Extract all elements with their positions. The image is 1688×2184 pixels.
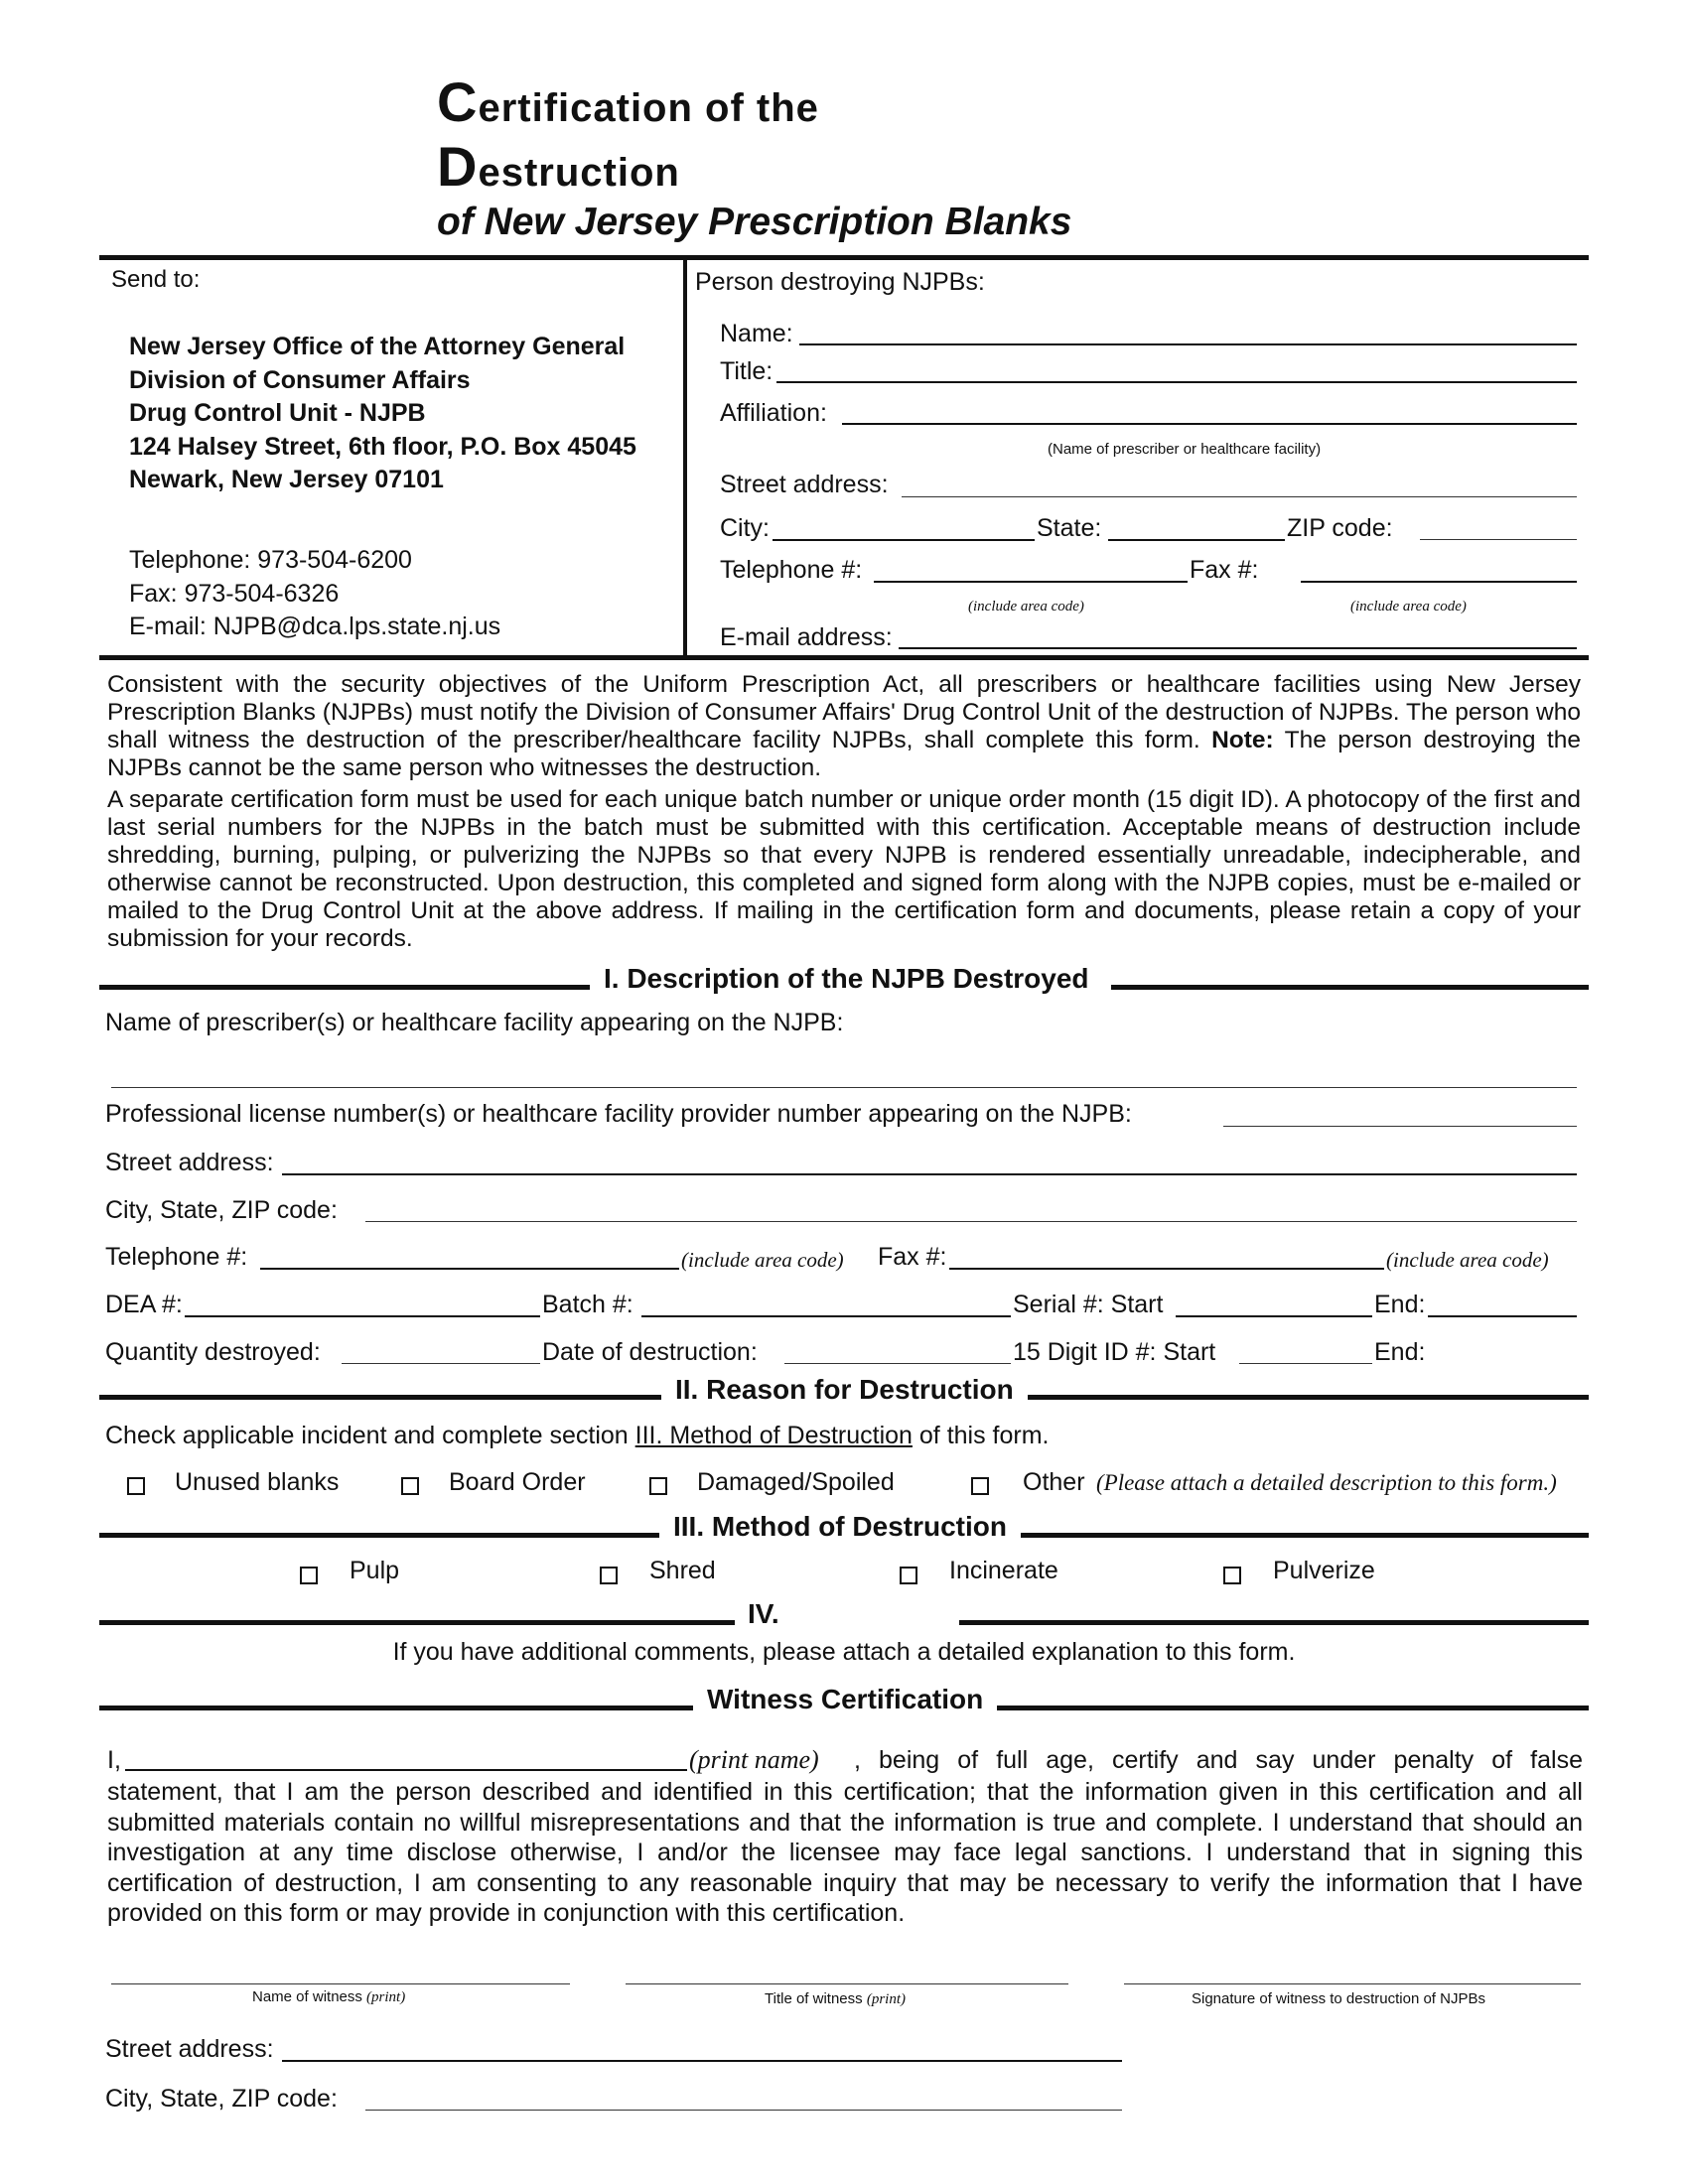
- s1-telephone-label: Telephone #:: [105, 1243, 248, 1271]
- affiliation-note: (Name of prescriber or healthcare facility): [1048, 441, 1322, 458]
- witness-street-field[interactable]: [282, 2060, 1122, 2062]
- section-2-heading: II. Reason for Destruction: [661, 1374, 1028, 1406]
- print-name-note: (print name): [689, 1745, 819, 1774]
- witness-statement-lead: , being of full age, certify and say under penalty of false: [854, 1746, 1583, 1774]
- shred-checkbox[interactable]: [600, 1567, 618, 1584]
- section-4-text: If you have additional comments, please attach a detailed explanation to this form.: [392, 1638, 1296, 1666]
- s1-city-field[interactable]: [365, 1221, 1577, 1222]
- section-4-heading: IV.: [740, 1598, 787, 1630]
- title-line-2-rest: estruction: [478, 151, 680, 195]
- pulverize-label: Pulverize: [1273, 1557, 1375, 1584]
- license-field[interactable]: [1223, 1126, 1577, 1127]
- incinerate-label: Incinerate: [949, 1557, 1058, 1584]
- person-zip-label: ZIP code:: [1287, 514, 1393, 542]
- witness-city-label: City, State, ZIP code:: [105, 2085, 338, 2113]
- person-title-field[interactable]: [776, 381, 1577, 383]
- witness-title-field[interactable]: [626, 1983, 1068, 1984]
- send-to-fax: Fax: 973-504-6326: [129, 579, 340, 608]
- send-to-label: Send to:: [111, 266, 201, 293]
- s1-city-label: City, State, ZIP code:: [105, 1196, 338, 1224]
- batch-label: Batch #:: [542, 1291, 633, 1318]
- person-state-label: State:: [1037, 514, 1102, 542]
- s1-fax-note: (include area code): [1386, 1248, 1549, 1272]
- instruction-pre: Check applicable incident and complete section: [105, 1422, 635, 1449]
- section-1-heading: I. Description of the NJPB Destroyed: [590, 963, 1111, 995]
- intro-note-label: Note:: [1211, 727, 1274, 753]
- s1-fax-label: Fax #:: [878, 1243, 947, 1271]
- title-line-1-rest: ertification of the: [478, 86, 819, 130]
- send-to-email[interactable]: E-mail: NJPB@dca.lps.state.nj.us: [129, 613, 501, 640]
- instruction-link: III. Method of Destruction: [634, 1422, 913, 1449]
- intro-paragraph-2: A separate certification form must be used for each unique batch number or unique order month (15 digit ID). A photocopy of the first and last serial numbers for the NJPBs in the batch must be submitted with this certification. Acceptable means of destruction include shredding, burning, pulping, or pulverizing the NJPBs so that every NJPB is rendered essentially unreadable, indecipherable, and otherwise cannot be reconstructed. Upon destruction, this completed and signed form along with the NJPB copies, must be e-mailed or mailed to the Drug Control Unit at the above address. If mailing in the certification form and documents, please retain a copy of your submission for your records.: [107, 786, 1581, 952]
- person-fax-label: Fax #:: [1190, 556, 1259, 584]
- prescriber-name-label: Name of prescriber(s) or healthcare facility appearing on the NJPB:: [105, 1009, 844, 1036]
- witness-signature-caption: Signature of witness to destruction of NJPBs: [1192, 1990, 1485, 2007]
- pulp-label: Pulp: [350, 1557, 400, 1584]
- title-line-1-cap: C: [437, 70, 479, 133]
- title-print-note: (print): [866, 1991, 906, 2007]
- section-3-heading: III. Method of Destruction: [659, 1511, 1021, 1543]
- name-print-note: (print): [366, 1989, 406, 2005]
- person-title-label: Title:: [720, 357, 774, 385]
- telephone-area-code-note: (include area code): [968, 599, 1084, 614]
- title-line-2-cap: D: [437, 135, 479, 198]
- other-checkbox[interactable]: [971, 1477, 989, 1495]
- s1-fax-field[interactable]: [949, 1268, 1384, 1270]
- prescriber-name-field[interactable]: [111, 1087, 1577, 1088]
- dea-label: DEA #:: [105, 1291, 183, 1318]
- damaged-spoiled-checkbox[interactable]: [649, 1477, 667, 1495]
- person-email-label: E-mail address:: [720, 623, 893, 651]
- title-line-2: [437, 134, 680, 199]
- other-note: (Please attach a detailed description to this form.): [1096, 1470, 1557, 1495]
- section-4-rule-left: [99, 1620, 735, 1625]
- person-zip-field[interactable]: [1420, 539, 1577, 540]
- board-order-label: Board Order: [449, 1468, 586, 1496]
- person-street-field[interactable]: [902, 496, 1577, 497]
- title-line-1: [437, 69, 819, 134]
- unused-blanks-checkbox[interactable]: [127, 1477, 145, 1495]
- section-2-instruction: [105, 1422, 1050, 1450]
- header-divider: [683, 260, 687, 655]
- address-line: 124 Halsey Street, 6th floor, P.O. Box 45045: [129, 432, 636, 461]
- pulverize-checkbox[interactable]: [1223, 1567, 1241, 1584]
- person-email-field[interactable]: [899, 647, 1577, 649]
- person-street-label: Street address:: [720, 471, 889, 498]
- s1-telephone-note: (include area code): [681, 1248, 844, 1272]
- address-line: Division of Consumer Affairs: [129, 365, 471, 394]
- witness-print-name-field[interactable]: [125, 1769, 687, 1771]
- digit-id-start-field[interactable]: [1239, 1363, 1372, 1364]
- witness-heading: Witness Certification: [693, 1684, 997, 1715]
- intro-paragraph-1: [107, 671, 1581, 782]
- unused-blanks-label: Unused blanks: [175, 1468, 340, 1496]
- fax-area-code-note: (include area code): [1350, 599, 1467, 614]
- send-to-contact: [129, 544, 500, 644]
- address-line: New Jersey Office of the Attorney General: [129, 333, 626, 360]
- serial-start-label: Serial #: Start: [1013, 1291, 1164, 1318]
- digit-id-label: 15 Digit ID #: Start: [1013, 1338, 1216, 1366]
- title-caption-text: Title of witness: [765, 1990, 863, 2007]
- intro-text: Consistent with the security objectives of the Uniform Prescription Act, all prescribers or healthcare facilities using New Jersey Prescription Blanks (NJPBs) must notify the Division of Consumer Affairs' Drug Control Unit of the destruction of NJPBs. The person who shall witness the destruction of the prescriber/healthcare facility NJPBs, shall complete this form.: [107, 671, 1581, 753]
- intro-note-text: The person destroying the NJPBs cannot be the same person who witnesses the destruction.: [107, 727, 1581, 781]
- witness-title-caption: [765, 1990, 906, 2008]
- person-city-field[interactable]: [773, 539, 1035, 541]
- date-field[interactable]: [784, 1363, 1011, 1364]
- person-affiliation-field[interactable]: [842, 423, 1577, 425]
- section-4-rule-right: [959, 1620, 1589, 1625]
- header-top-rule: [99, 255, 1589, 260]
- person-telephone-label: Telephone #:: [720, 556, 863, 584]
- s1-street-label: Street address:: [105, 1149, 274, 1176]
- s1-street-field[interactable]: [282, 1173, 1577, 1175]
- witness-signature-field[interactable]: [1124, 1983, 1581, 1984]
- witness-name-caption: [252, 1988, 405, 2006]
- other-label: Other: [1023, 1468, 1085, 1496]
- address-line: Drug Control Unit - NJPB: [129, 399, 426, 427]
- header-bottom-rule: [99, 655, 1589, 660]
- quantity-field[interactable]: [342, 1363, 540, 1364]
- batch-field[interactable]: [641, 1315, 1011, 1317]
- person-fax-field[interactable]: [1301, 581, 1577, 583]
- witness-statement: statement, that I am the person described and identified in this certification; that the information given in this certification and all submitted materials contain no willful misrepresentations and that the information is true and complete. I understand that should an investigation at any time disclose otherwise, I and/or the licensee may face legal sanctions. I understand that in signing this certification of destruction, I am consenting to any reasonable inquiry that may be necessary to verify the information that I have provided on this form or may provide in conjunction with this certification.: [107, 1778, 1583, 1927]
- date-label: Date of destruction:: [542, 1338, 758, 1366]
- person-city-label: City:: [720, 514, 770, 542]
- send-to-address: [129, 331, 636, 497]
- serial-end-label: End:: [1374, 1291, 1426, 1318]
- s1-telephone-field[interactable]: [260, 1268, 679, 1270]
- person-telephone-field[interactable]: [874, 581, 1188, 583]
- title-line-3: of New Jersey Prescription Blanks: [437, 201, 1072, 243]
- witness-i-label: I,: [107, 1746, 121, 1774]
- incinerate-checkbox[interactable]: [900, 1567, 917, 1584]
- pulp-checkbox[interactable]: [300, 1567, 318, 1584]
- person-name-field[interactable]: [799, 343, 1577, 345]
- witness-name-field[interactable]: [111, 1983, 570, 1984]
- digit-id-end-label: End:: [1374, 1338, 1426, 1366]
- send-to-telephone: Telephone: 973-504-6200: [129, 546, 412, 574]
- person-affiliation-label: Affiliation:: [720, 399, 827, 427]
- person-heading: Person destroying NJPBs:: [695, 268, 985, 296]
- serial-start-field[interactable]: [1176, 1315, 1372, 1317]
- person-state-field[interactable]: [1108, 539, 1285, 541]
- board-order-checkbox[interactable]: [401, 1477, 419, 1495]
- shred-label: Shred: [649, 1557, 716, 1584]
- damaged-spoiled-label: Damaged/Spoiled: [697, 1468, 895, 1496]
- person-name-label: Name:: [720, 320, 793, 347]
- serial-end-field[interactable]: [1428, 1315, 1577, 1317]
- witness-street-label: Street address:: [105, 2035, 274, 2063]
- dea-field[interactable]: [185, 1315, 540, 1317]
- quantity-label: Quantity destroyed:: [105, 1338, 321, 1366]
- witness-city-field[interactable]: [365, 2110, 1122, 2111]
- license-label: Professional license number(s) or healthcare facility provider number appearing on the NJPB:: [105, 1100, 1132, 1128]
- address-line: Newark, New Jersey 07101: [129, 466, 444, 493]
- instruction-post: of this form.: [912, 1422, 1050, 1449]
- name-caption-text: Name of witness: [252, 1988, 362, 2005]
